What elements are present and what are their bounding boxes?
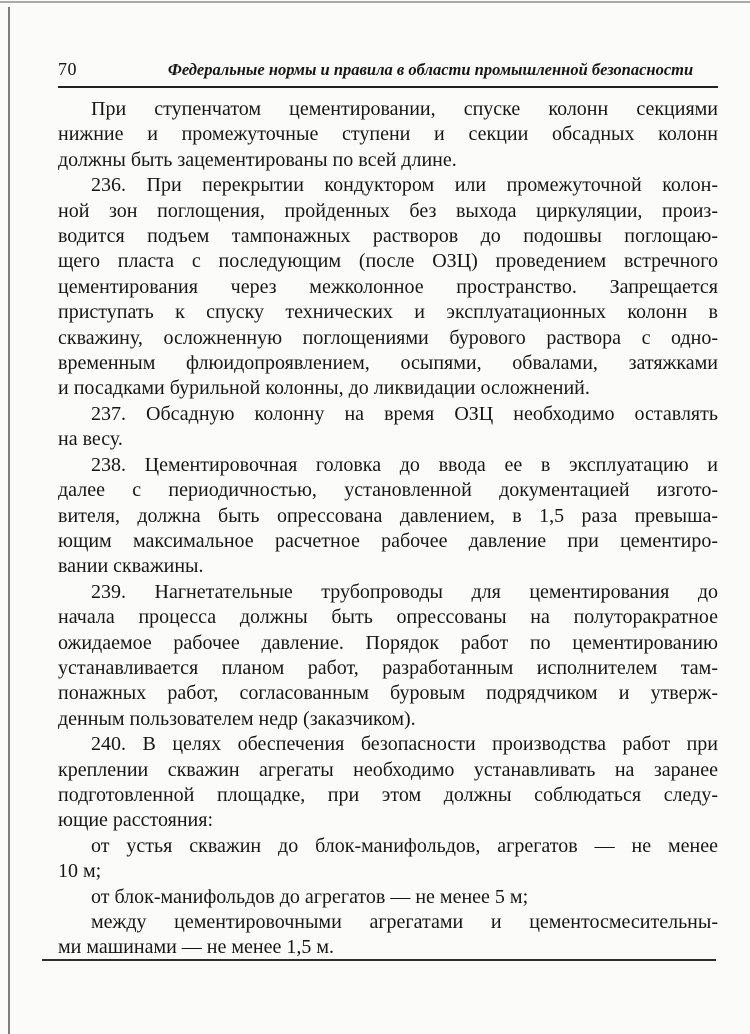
text-line: от устья скважин до блок-манифольдов, агрегатов — не менее [91, 834, 718, 857]
paragraph [58, 97, 718, 173]
paragraph [58, 402, 718, 453]
text-line: нижние и промежуточные ступени и секции обсадных колонн [58, 123, 718, 146]
page-top-edge [0, 1, 750, 3]
text-line: 236. При перекрытии кондуктором или промежуточной колон- [91, 174, 718, 197]
running-header [58, 59, 718, 80]
page-left-edge [8, 7, 10, 1034]
text-line: 10 м; [58, 860, 102, 883]
text-line: вителя, должна быть опрессована давлением, в 1,5 раза превыша- [58, 504, 718, 527]
text-line: должны быть зацементированы по всей длине. [58, 148, 457, 171]
text-line: При ступенчатом цементировании, спуске колонн секциями [91, 98, 718, 120]
text-line: временным флюидопроявлением, осыпями, обвалами, затяжками [58, 352, 718, 375]
paragraph [58, 453, 718, 580]
text-line: ющим максимальное расчетное рабочее давление при цементиро- [58, 529, 718, 552]
header-rule [58, 86, 718, 88]
text-line: 237. Обсадную колонну на время ОЗЦ необходимо оставлять [91, 402, 718, 425]
text-line: начала процесса должны быть опрессованы на полуторакратное [58, 606, 718, 629]
paragraph [58, 834, 718, 885]
paragraph [58, 580, 718, 732]
text-line: ожидаемое рабочее давление. Порядок работ по цементированию [58, 631, 718, 654]
running-title: Федеральные нормы и правила в области промышленной безопасности [167, 60, 694, 79]
text-line: ми машинами — не менее 1,5 м. [58, 936, 335, 959]
text-line: креплении скважин агрегаты необходимо устанавливать на заранее [58, 758, 718, 781]
page-number: 70 [58, 59, 77, 79]
text-line: 239. Нагнетательные трубопроводы для цементирования до [91, 580, 718, 603]
text-line: щего пласта с последующим (после ОЗЦ) проведением встречного [58, 250, 718, 273]
page-body-text [58, 97, 718, 961]
text-line: и посадками бурильной колонны, до ликвидации осложнений. [58, 377, 590, 400]
paragraph [58, 173, 718, 402]
paragraph [58, 732, 718, 834]
text-line: вании скважины. [58, 555, 204, 578]
paragraph [58, 885, 718, 910]
text-line: цементирования через межколонное пространство. Запрещается [58, 275, 718, 298]
text-line: понажных работ, согласованным буровым подрядчиком и утверж- [58, 682, 718, 705]
footnote-rule [42, 959, 716, 961]
text-line: приступать к спуску технических и эксплуатационных колонн в [58, 301, 718, 324]
text-line: между цементировочными агрегатами и цементосмесительны- [91, 911, 718, 933]
text-line: от блок-манифольдов до агрегатов — не менее 5 м; [91, 885, 529, 908]
text-line: скважину, осложненную поглощениями бурового раствора с одно- [58, 326, 718, 349]
text-line: ющие расстояния: [58, 809, 214, 832]
text-line: денным пользователем недр (заказчиком). [58, 707, 416, 730]
text-line: подготовленной площадке, при этом должны соблюдаться следу- [58, 783, 718, 806]
text-line: устанавливается планом работ, разработанным исполнителем там- [58, 656, 718, 679]
text-line: водится подъем тампонажных растворов до подошвы поглощаю- [58, 225, 718, 248]
paragraph [58, 910, 718, 961]
text-line: 238. Цементировочная головка до ввода ее в эксплуатацию и [91, 453, 718, 476]
text-line: на весу. [58, 428, 123, 451]
text-line: далее с периодичностью, установленной документацией изгото- [58, 479, 718, 502]
text-line: 240. В целях обеспечения безопасности производства работ при [91, 733, 718, 756]
text-line: ной зон поглощения, пройденных без выхода циркуляции, произ- [58, 199, 718, 222]
